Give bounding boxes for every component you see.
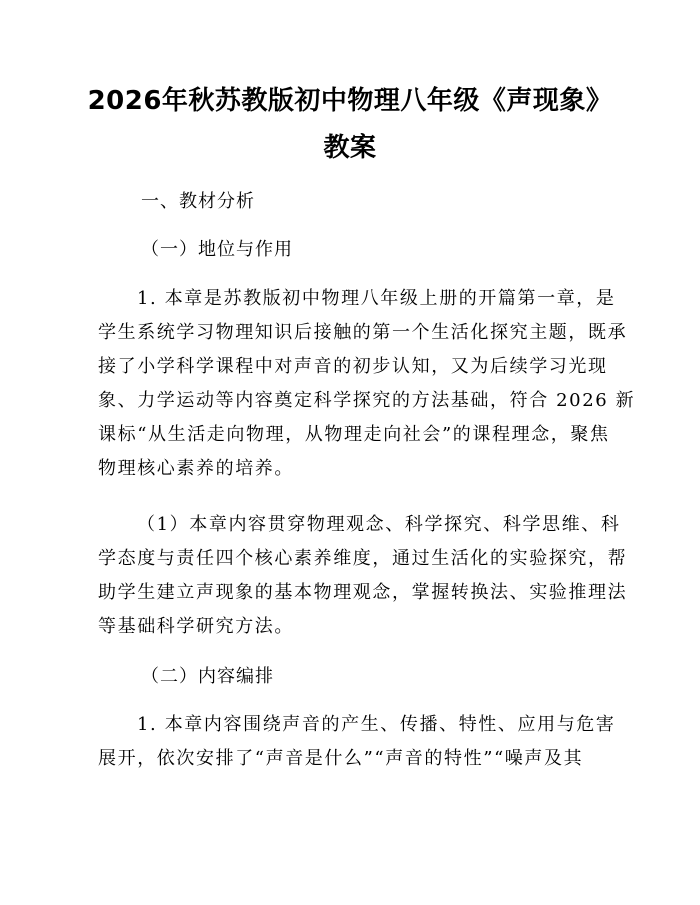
document-title-line-1: 2026年秋苏教版初中物理八年级《声现象》 [87,86,613,116]
document-title-line-2: 教案 [323,133,377,163]
paragraph-line: 1. 本章是苏教版初中物理八年级上册的开篇第一章，是 [137,288,616,309]
subheading-content-arrangement: （二）内容编排 [141,666,274,687]
section-heading-textbook-analysis: 一、教材分析 [141,191,255,212]
paragraph-line: 接了小学科学课程中对声音的初步认知，又为后续学习光现 [98,356,608,377]
paragraph-line: 学生系统学习物理知识后接触的第一个生活化探究主题，既承 [98,322,628,343]
paragraph-line: 象、力学运动等内容奠定科学探究的方法基础，符合 2026 新 [98,390,636,411]
subheading-status-and-role: （一）地位与作用 [141,239,293,260]
paragraph-line: 1. 本章内容围绕声音的产生、传播、特性、应用与危害 [137,714,616,735]
paragraph-line: 学态度与责任四个核心素养维度，通过生活化的实验探究，帮 [98,548,628,569]
paragraph-line: 展开，依次安排了“声音是什么”“声音的特性”“噪声及其 [98,748,584,769]
paragraph-line: 助学生建立声现象的基本物理观念，掌握转换法、实验推理法 [98,582,628,603]
paragraph-line: 等基础科学研究方法。 [98,616,294,637]
paragraph-line: （1）本章内容贯穿物理观念、科学探究、科学思维、科 [137,514,621,535]
paragraph-line: 物理核心素养的培养。 [98,458,294,479]
paragraph-line: 课标“从生活走向物理，从物理走向社会”的课程理念，聚焦 [98,424,610,445]
